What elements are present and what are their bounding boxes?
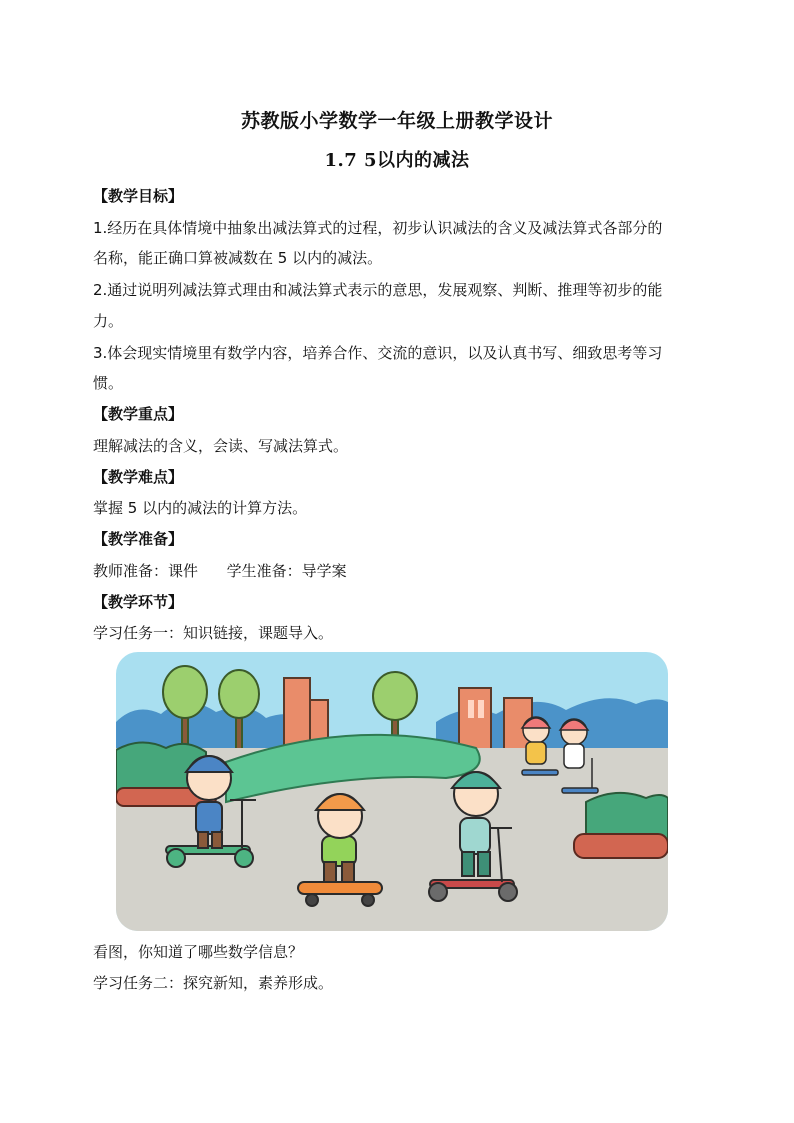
objective-2-line-2: 力。 bbox=[93, 312, 124, 330]
preparation-heading: 【教学准备】 bbox=[93, 530, 184, 548]
objective-3-line-1: 3.体会现实情境里有数学内容，培养合作、交流的意识，以及认真书写、细致思考等习 bbox=[93, 344, 663, 362]
objectives-heading: 【教学目标】 bbox=[93, 187, 184, 205]
task-1-text: 学习任务一：知识链接，课题导入。 bbox=[93, 624, 334, 642]
document-title: 苏教版小学数学一年级上册教学设计 bbox=[240, 110, 553, 132]
lesson-title: 1.7 5以内的减法 bbox=[324, 150, 470, 171]
park-scene-graphic bbox=[116, 652, 668, 931]
objective-1-line-2: 名称，能正确口算被减数在 5 以内的减法。 bbox=[93, 249, 383, 267]
objective-3-line-2: 惯。 bbox=[93, 374, 124, 392]
process-heading: 【教学环节】 bbox=[93, 593, 184, 611]
key-points-heading: 【教学重点】 bbox=[93, 405, 184, 423]
objective-2-line-1: 2.通过说明列减法算式理由和减法算式表示的意思，发展观察、判断、推理等初步的能 bbox=[93, 281, 663, 299]
difficulties-heading: 【教学难点】 bbox=[93, 468, 184, 486]
objective-1-line-1: 1.经历在具体情境中抽象出减法算式的过程，初步认识减法的含义及减法算式各部分的 bbox=[93, 219, 663, 237]
task-2-text: 学习任务二：探究新知，素养形成。 bbox=[93, 974, 334, 992]
key-points-text: 理解减法的含义，会读、写减法算式。 bbox=[93, 437, 349, 455]
scooter-illustration bbox=[116, 652, 668, 931]
picture-question: 看图，你知道了哪些数学信息？ bbox=[93, 943, 304, 961]
difficulties-text: 掌握 5 以内的减法的计算方法。 bbox=[93, 499, 308, 517]
preparation-text: 教师准备：课件 学生准备：导学案 bbox=[93, 562, 347, 580]
